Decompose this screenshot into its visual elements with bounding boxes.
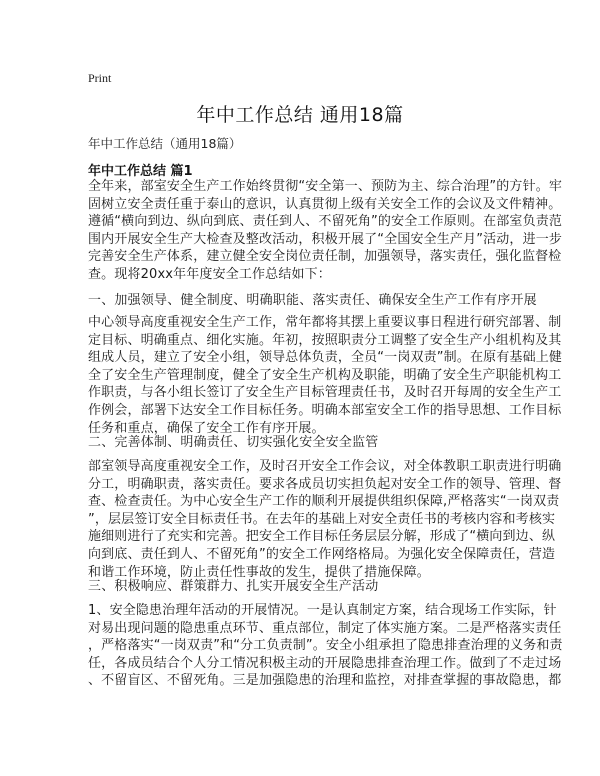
paragraph-line: ”，层层签订安全目标责任书。在去年的基础上对安全责任书的考核内容和考核实 [88, 511, 556, 527]
paragraph-line: 全年来，部室安全生产工作始终贯彻“安全第一、预防为主、综合治理”的方针。牢 [88, 179, 563, 194]
paragraph-line: 任，各成员结合个人分工情况积极主动的开展隐患排查治理工作。做到了不走过场 [88, 655, 562, 671]
paragraph-line: 定目标、明确重点、细化实施。年初，按照职责分工调整了安全生产小组机构及其 [88, 332, 562, 348]
paragraph-line: 组成人员，建立了安全小组，领导总体负责，全员“一岗双责”制。在原有基础上健 [88, 350, 563, 366]
paragraph-line: 查、检查责任。为中心安全生产工作的顺利开展提供组织保障,严格落实“一岗双责 [88, 494, 560, 510]
paragraph-intro [88, 178, 563, 284]
paragraph-section-3 [88, 602, 563, 690]
paragraph-line: 分工，明确职责，落实责任。要求各成员切实担负起对安全工作的领导、管理、督 [88, 476, 562, 492]
paragraph-line: 、不留盲区、不留死角。三是加强隐患的治理和监控，对排查掌握的事故隐患，都 [88, 673, 562, 689]
paragraph-section-2 [88, 458, 562, 581]
paragraph-line: 部室领导高度重视安全工作，及时召开安全工作会议，对全体教职工职责进行明确 [88, 459, 562, 474]
paragraph-line: 施细则进行了充实和完善。把安全工作目标任务层层分解，形成了“横向到边、纵 [88, 529, 556, 545]
document-title: 年中工作总结 通用18篇 [196, 104, 404, 126]
paragraph-line: 完善安全生产体系，建立健全安全岗位责任制，加强领导，落实责任，强化监督检 [88, 249, 562, 265]
paragraph-line: 1、安全隐患治理年活动的开展情况。一是认真制定方案，结合现场工作实际，针 [88, 603, 557, 618]
paragraph-line: 任务和重点，确保了安全工作有序开展。 [88, 420, 325, 436]
paragraph-line: 固树立安全责任重于泰山的意识，认真贯彻上级有关安全工作的会议及文件精神。 [88, 196, 562, 212]
chapter-heading: 年中工作总结 篇1 [88, 164, 193, 179]
paragraph-section-1 [88, 314, 563, 437]
paragraph-line: 作例会，部署下达安全工作目标任务。明确本部室安全工作的指导思想、工作目标 [88, 402, 562, 418]
paragraph-line: 全了安全生产管理制度，健全了安全生产机构及职能，明确了安全生产职能机构工 [88, 367, 562, 383]
print-label: Print [88, 71, 112, 85]
paragraph-line: 遵循“横向到边、纵向到底、责任到人、不留死角”的安全工作原则。在部室负责范 [88, 214, 563, 230]
paragraph-line: 作职责，与各小组长签订了安全生产目标管理责任书，及时召开每周的安全生产工 [88, 385, 562, 401]
section-heading-2: 二、完善体制、明确责任、切实强化安全安全监管 [88, 435, 379, 450]
paragraph-line: 查。现将20xx年年度安全工作总结如下： [88, 266, 331, 282]
paragraph-line: 和谐工作环境，防止责任性事故的发生，提供了措施保障。 [88, 564, 430, 580]
paragraph-line: 对易出现问题的隐患重点环节、重点部位，制定了体实施方案。二是严格落实责任 [88, 620, 562, 636]
document-subtitle: 年中工作总结（通用18篇） [88, 136, 242, 151]
section-heading-3: 三、积极响应、群策群力、扎实开展安全生产活动 [88, 579, 379, 594]
paragraph-line: ，严格落实“一岗双责”和“分工负责制”。安全小组承担了隐患排查治理的义务和责 [88, 638, 563, 654]
paragraph-line: 向到底、责任到人、不留死角”的安全工作网络格局。为强化安全保障责任，营造 [88, 546, 556, 562]
paragraph-line: 围内开展安全生产大检查及整改活动，积极开展了“全国安全生产月”活动，进一步 [88, 231, 563, 247]
paragraph-line: 中心领导高度重视安全生产工作，常年都将其摆上重要议事日程进行研究部署、制 [88, 315, 562, 330]
section-heading-1: 一、加强领导、健全制度、明确职能、落实责任、确保安全生产工作有序开展 [88, 293, 537, 308]
